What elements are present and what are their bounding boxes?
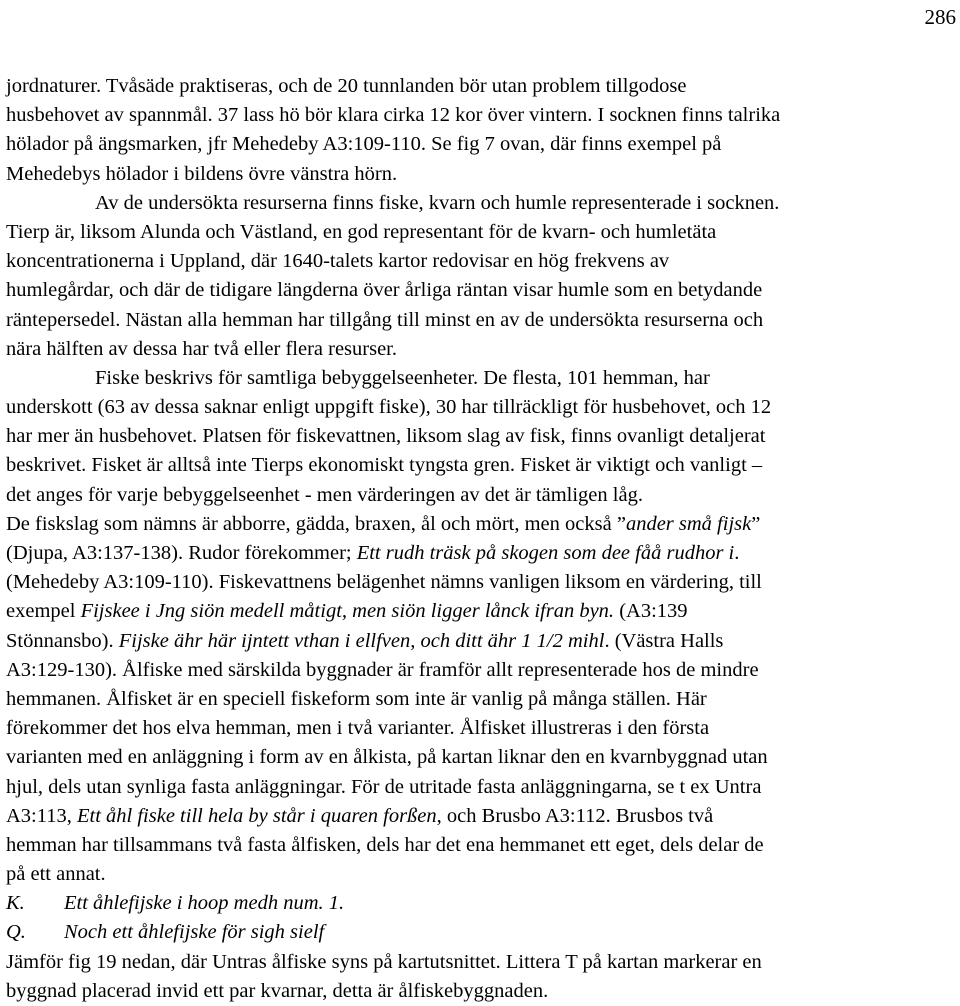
legend-key: K. [6, 892, 25, 915]
text-segment: underskott (63 av dessa saknar enligt uppgift fiske), 30 har tillräckligt för husbehovet, och 12 [6, 396, 772, 419]
closing-paragraph [6, 948, 954, 1006]
text-line [6, 481, 954, 510]
text-line [6, 656, 954, 685]
text-segment: har mer än husbehovet. Platsen för fiskevattnen, liksom slag av fisk, finns ovanligt detaljerat [6, 425, 766, 448]
text-line [6, 802, 954, 831]
text-segment: hemman har tillsammans två fasta ålfisken, dels har det ena hemmanet ett eget, dels delar de [6, 833, 764, 856]
text-segment: (Mehedeby A3:109-110). Fiskevattnens belägenhet nämns vanligen liksom en värdering, till [6, 571, 762, 594]
text-segment: Tierp är, liksom Alunda och Västland, en god representant för de kvarn- och humletäta [6, 220, 717, 243]
legend-item [6, 889, 954, 918]
text-line [6, 364, 954, 393]
text-line [6, 130, 954, 159]
italic-quote: Fijskee i Jng siön medell måtigt, men siön ligger lånck ifran byn. [80, 600, 615, 623]
text-line [6, 218, 954, 247]
italic-quote: Ett åhl fiske till hela by står i quaren forßen [77, 804, 437, 827]
text-segment: A3:113, [6, 804, 77, 827]
text-segment: Fiske beskrivs för samtliga bebyggelseenheter. De flesta, 101 hemman, har [95, 366, 710, 389]
text-line [6, 743, 954, 772]
text-segment: Av de undersökta resurserna finns fiske, kvarn och humle representerade i socknen. [95, 191, 780, 214]
text-segment: humlegårdar, och där de tidigare längderna över årliga räntan visar humle som en betydande [6, 279, 763, 302]
text-line [6, 189, 954, 218]
text-line [6, 860, 954, 889]
legend-item [6, 918, 954, 947]
text-segment: koncentrationerna i Uppland, där 1640-talets kartor redovisar en hög frekvens av [6, 250, 670, 273]
text-segment: hölador på ängsmarken, jfr Mehedeby A3:109-110. Se fig 7 ovan, där finns exempel på [6, 133, 722, 156]
text-segment: på ett annat. [6, 863, 106, 886]
paragraph-lines [6, 72, 954, 889]
text-segment: . (Västra Halls [604, 629, 724, 652]
text-line [6, 276, 954, 305]
text-line: Jämför fig 19 nedan, där Untras ålfiske syns på kartutsnittet. Littera T på kartan markerar en [6, 950, 762, 973]
text-segment: De fiskslag som nämns är abborre, gädda, braxen, ål och mört, men också ” [6, 512, 626, 535]
text-line [6, 510, 954, 539]
text-segment: (Djupa, A3:137-138). Rudor förekommer; [6, 542, 357, 564]
text-segment: ” [751, 512, 761, 535]
text-line [6, 306, 954, 335]
text-segment: A3:129-130). Ålfiske med särskilda byggnader är framför allt representerade hos de mindre [6, 658, 759, 681]
italic-quote: Fijske ähr här ijntett vthan i ellfven, och ditt ähr 1 1/2 mihl [118, 629, 605, 652]
text-segment: jordnaturer. Tvåsäde praktiseras, och de 20 tunnlanden bör utan problem tillgodose [6, 75, 687, 97]
text-line [6, 101, 954, 130]
text-line [6, 597, 954, 626]
page-number: 286 [924, 5, 956, 29]
text-segment: förekommer det hos elva hemman, men i två varianter. Ålfisket illustreras i den första [6, 717, 710, 740]
text-segment: (A3:139 [614, 600, 688, 623]
text-line [6, 451, 954, 480]
text-line [6, 831, 954, 860]
text-line [6, 568, 954, 597]
text-segment: hemmanen. Ålfisket är en speciell fiskeform som inte är vanlig på många ställen. Här [6, 687, 707, 710]
text-segment: nära hälften av dessa har två eller flera resurser. [6, 337, 398, 360]
text-line [6, 539, 954, 568]
text-line [6, 335, 954, 364]
text-segment: , och Brusbo A3:112. Brusbos två [436, 804, 714, 827]
text-segment: det anges för varje bebyggelseenhet - men värderingen av det är tämligen låg. [6, 483, 643, 506]
text-segment: exempel [6, 600, 81, 623]
map-legend-list [6, 889, 954, 947]
legend-text: Noch ett åhlefijske för sigh sielf [64, 921, 325, 944]
text-line [6, 627, 954, 656]
text-segment: Mehedebys hölador i bildens övre vänstra hörn. [6, 162, 398, 185]
italic-quote: Ett rudh träsk på skogen som dee fåå rudhor i [356, 542, 735, 564]
text-line [6, 773, 954, 802]
text-line [6, 247, 954, 276]
text-segment: räntepersedel. Nästan alla hemman har tillgång till minst en av de undersökta resurserna och [6, 308, 764, 331]
text-segment: . [734, 542, 740, 564]
text-line [6, 422, 954, 451]
text-segment: husbehovet av spannmål. 37 lass hö bör klara cirka 12 kor över vintern. I socknen finns talrika [6, 104, 781, 127]
text-segment: Stönnansbo). [6, 629, 119, 652]
text-segment: hjul, dels utan synliga fasta anläggningar. För de utritade fasta anläggningarna, se t ex Untra [6, 775, 762, 798]
text-line [6, 685, 954, 714]
legend-text: Ett åhlefijske i hoop medh num. 1. [64, 892, 345, 915]
text-line [6, 160, 954, 189]
text-line: byggnad placerad invid ett par kvarnar, detta är ålfiskebyggnaden. [6, 979, 549, 1002]
body-text [6, 72, 954, 1006]
text-segment: varianten med en anläggning i form av en ålkista, på kartan liknar den en kvarnbyggnad utan [6, 746, 768, 769]
italic-quote: ander små fijsk [625, 512, 752, 535]
text-segment: beskrivet. Fisket är alltså inte Tierps ekonomiskt tyngsta gren. Fisket är viktigt och vanligt – [6, 454, 763, 477]
legend-key: Q. [6, 921, 26, 944]
text-line [6, 714, 954, 743]
text-line [6, 393, 954, 422]
text-line [6, 72, 954, 101]
